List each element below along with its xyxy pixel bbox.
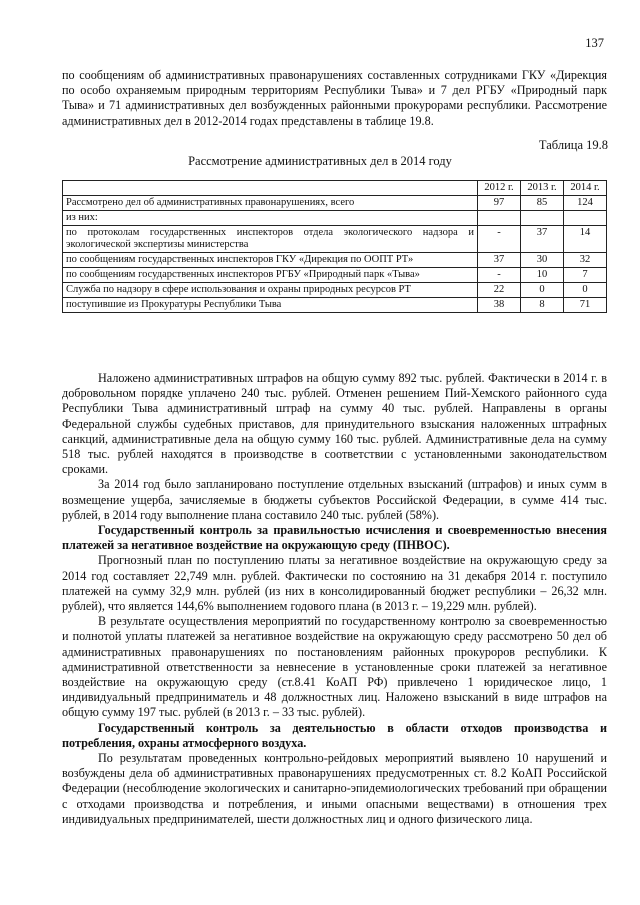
table-row [63, 226, 607, 253]
table-cell-value: 8 [521, 298, 564, 313]
table-cell-value: 38 [478, 298, 521, 313]
table-caption: Таблица 19.8 [538, 138, 608, 152]
table-cell-value [521, 211, 564, 226]
table-cell-value: 14 [564, 226, 607, 253]
intro-paragraph: по сообщениям об административных правонарушениях составленных сотрудниками ГКУ «Дирекция по особо охраняемым природным территориям Республики Тыва» и 7 дел РГБУ «Природный парк Тыва» и 71 административных дел возбужденных районными прокурорами республики. Рассмотрение административных дел в 2012-2014 годах представлены в таблице 19.8. [62, 68, 607, 128]
table-row [63, 298, 607, 313]
table-cell-value: 0 [521, 283, 564, 298]
paragraph: По результатам проведенных контрольно-рейдовых мероприятий выявлено 10 нарушений и возбуждены дела об административных правонарушениях предусмотренных ст. 8.2 КоАП Российской Федерации (несоблюдение экологических и санитарно-эпидемиологических требований при обращении с отходами производства и потребления, и иными опасными веществами) в отношения трех индивидуальных предпринимателей, шести должностных лиц и одного физического лица. [62, 751, 607, 826]
section-heading: Государственный контроль за деятельностью в области отходов производства и потребления, охраны атмосферного воздуха. [62, 720, 607, 750]
table-row [63, 196, 607, 211]
admin-cases-table [62, 180, 607, 313]
table-cell-value: 37 [478, 253, 521, 268]
table-cell-value: 71 [564, 298, 607, 313]
table-header-label [63, 181, 478, 196]
table-cell-value: 85 [521, 196, 564, 211]
paragraph: Прогнозный план по поступлению платы за негативное воздействие на окружающую среду за 2014 год составляет 22,749 млн. рублей. Фактически по состоянию на 31 декабря 2014 г. поступило платежей на сумму 32,9 млн. рублей (из них в консолидированный бюджет республики – 26,32 млн. рублей), что является 144,6% выполнением годового плана (в 2013 г. – 19,229 млн. рублей). [62, 553, 607, 614]
intro-text-block [62, 68, 607, 129]
table-cell-value: 10 [521, 268, 564, 283]
table-cell-value: 22 [478, 283, 521, 298]
table-header-year: 2014 г. [564, 181, 607, 196]
table-cell-value [564, 211, 607, 226]
paragraph: В результате осуществления мероприятий по государственному контролю за своевременностью и полнотой уплаты платежей за негативное воздействие на окружающую среду рассмотрено 50 дел об административных правонарушениях по постановлениям районных прокуроров республики. К административной ответственности за невнесение в установленные сроки платежей за негативное воздействие на окружающую среду (ст.8.41 КоАП РФ) привлечено 1 юридическое лицо, 1 индивидуальный предприниматель и 48 должностных лиц. Наложено взысканий в виде штрафов на общую сумму 197 тыс. рублей (в 2013 г. – 33 тыс. рублей). [62, 614, 607, 720]
table-cell-label: по протоколам государственных инспекторов отдела экологического надзора и экологической экспертизы министерства [63, 226, 478, 253]
section-heading: Государственный контроль за правильностью исчисления и своевременностью внесения платежей за негативное воздействие на окружающую среду (ПНВОС). [62, 523, 607, 553]
table-cell-value: 30 [521, 253, 564, 268]
paragraph: За 2014 год было запланировано поступление отдельных взысканий (штрафов) и иных сумм в возмещение ущерба, зачисляемые в бюджеты субъектов Российской Федерации, в сумме 414 тыс. рублей, в 2014 году выполнение плана составило 240 тыс. рублей (58%). [62, 477, 607, 522]
table-cell-value [478, 211, 521, 226]
table-cell-label: по сообщениям государственных инспекторов РГБУ «Природный парк «Тыва» [63, 268, 478, 283]
table-cell-value: 97 [478, 196, 521, 211]
table-cell-label: из них: [63, 211, 478, 226]
table-header-row [63, 181, 607, 196]
table-title: Рассмотрение административных дел в 2014 году [188, 154, 452, 168]
table-cell-label: по сообщениям государственных инспекторов ГКУ «Дирекция по ООПТ РТ» [63, 253, 478, 268]
body-text-block [62, 371, 607, 827]
table-cell-label: поступившие из Прокуратуры Республики Тыва [63, 298, 478, 313]
table-cell-value: - [478, 226, 521, 253]
table-row [63, 211, 607, 226]
table-row [63, 253, 607, 268]
table-cell-value: - [478, 268, 521, 283]
table-cell-label: Рассмотрено дел об административных правонарушениях, всего [63, 196, 478, 211]
table-header-year: 2012 г. [478, 181, 521, 196]
table-cell-value: 124 [564, 196, 607, 211]
paragraph: Наложено административных штрафов на общую сумму 892 тыс. рублей. Фактически в 2014 г. в добровольном порядке уплачено 240 тыс. рублей. Отменен решением Пий-Хемского районного суда Республики Тыва административный штраф на сумму 40 тыс. рублей. Направлены в органы Федеральной службы судебных приставов, для принудительного взыскания наложенных штрафных санкций, административные дела на общую сумму 160 тыс. рублей. Административные дела на сумму 518 тыс. рублей находятся в производстве в соответствии с установленными законодательством сроками. [62, 371, 607, 477]
table-row [63, 268, 607, 283]
table-cell-value: 0 [564, 283, 607, 298]
table-cell-value: 7 [564, 268, 607, 283]
table-header-year: 2013 г. [521, 181, 564, 196]
table-cell-value: 32 [564, 253, 607, 268]
page-number: 137 [585, 36, 604, 50]
table-cell-label: Служба по надзору в сфере использования и охраны природных ресурсов РТ [63, 283, 478, 298]
table-row [63, 283, 607, 298]
table-cell-value: 37 [521, 226, 564, 253]
